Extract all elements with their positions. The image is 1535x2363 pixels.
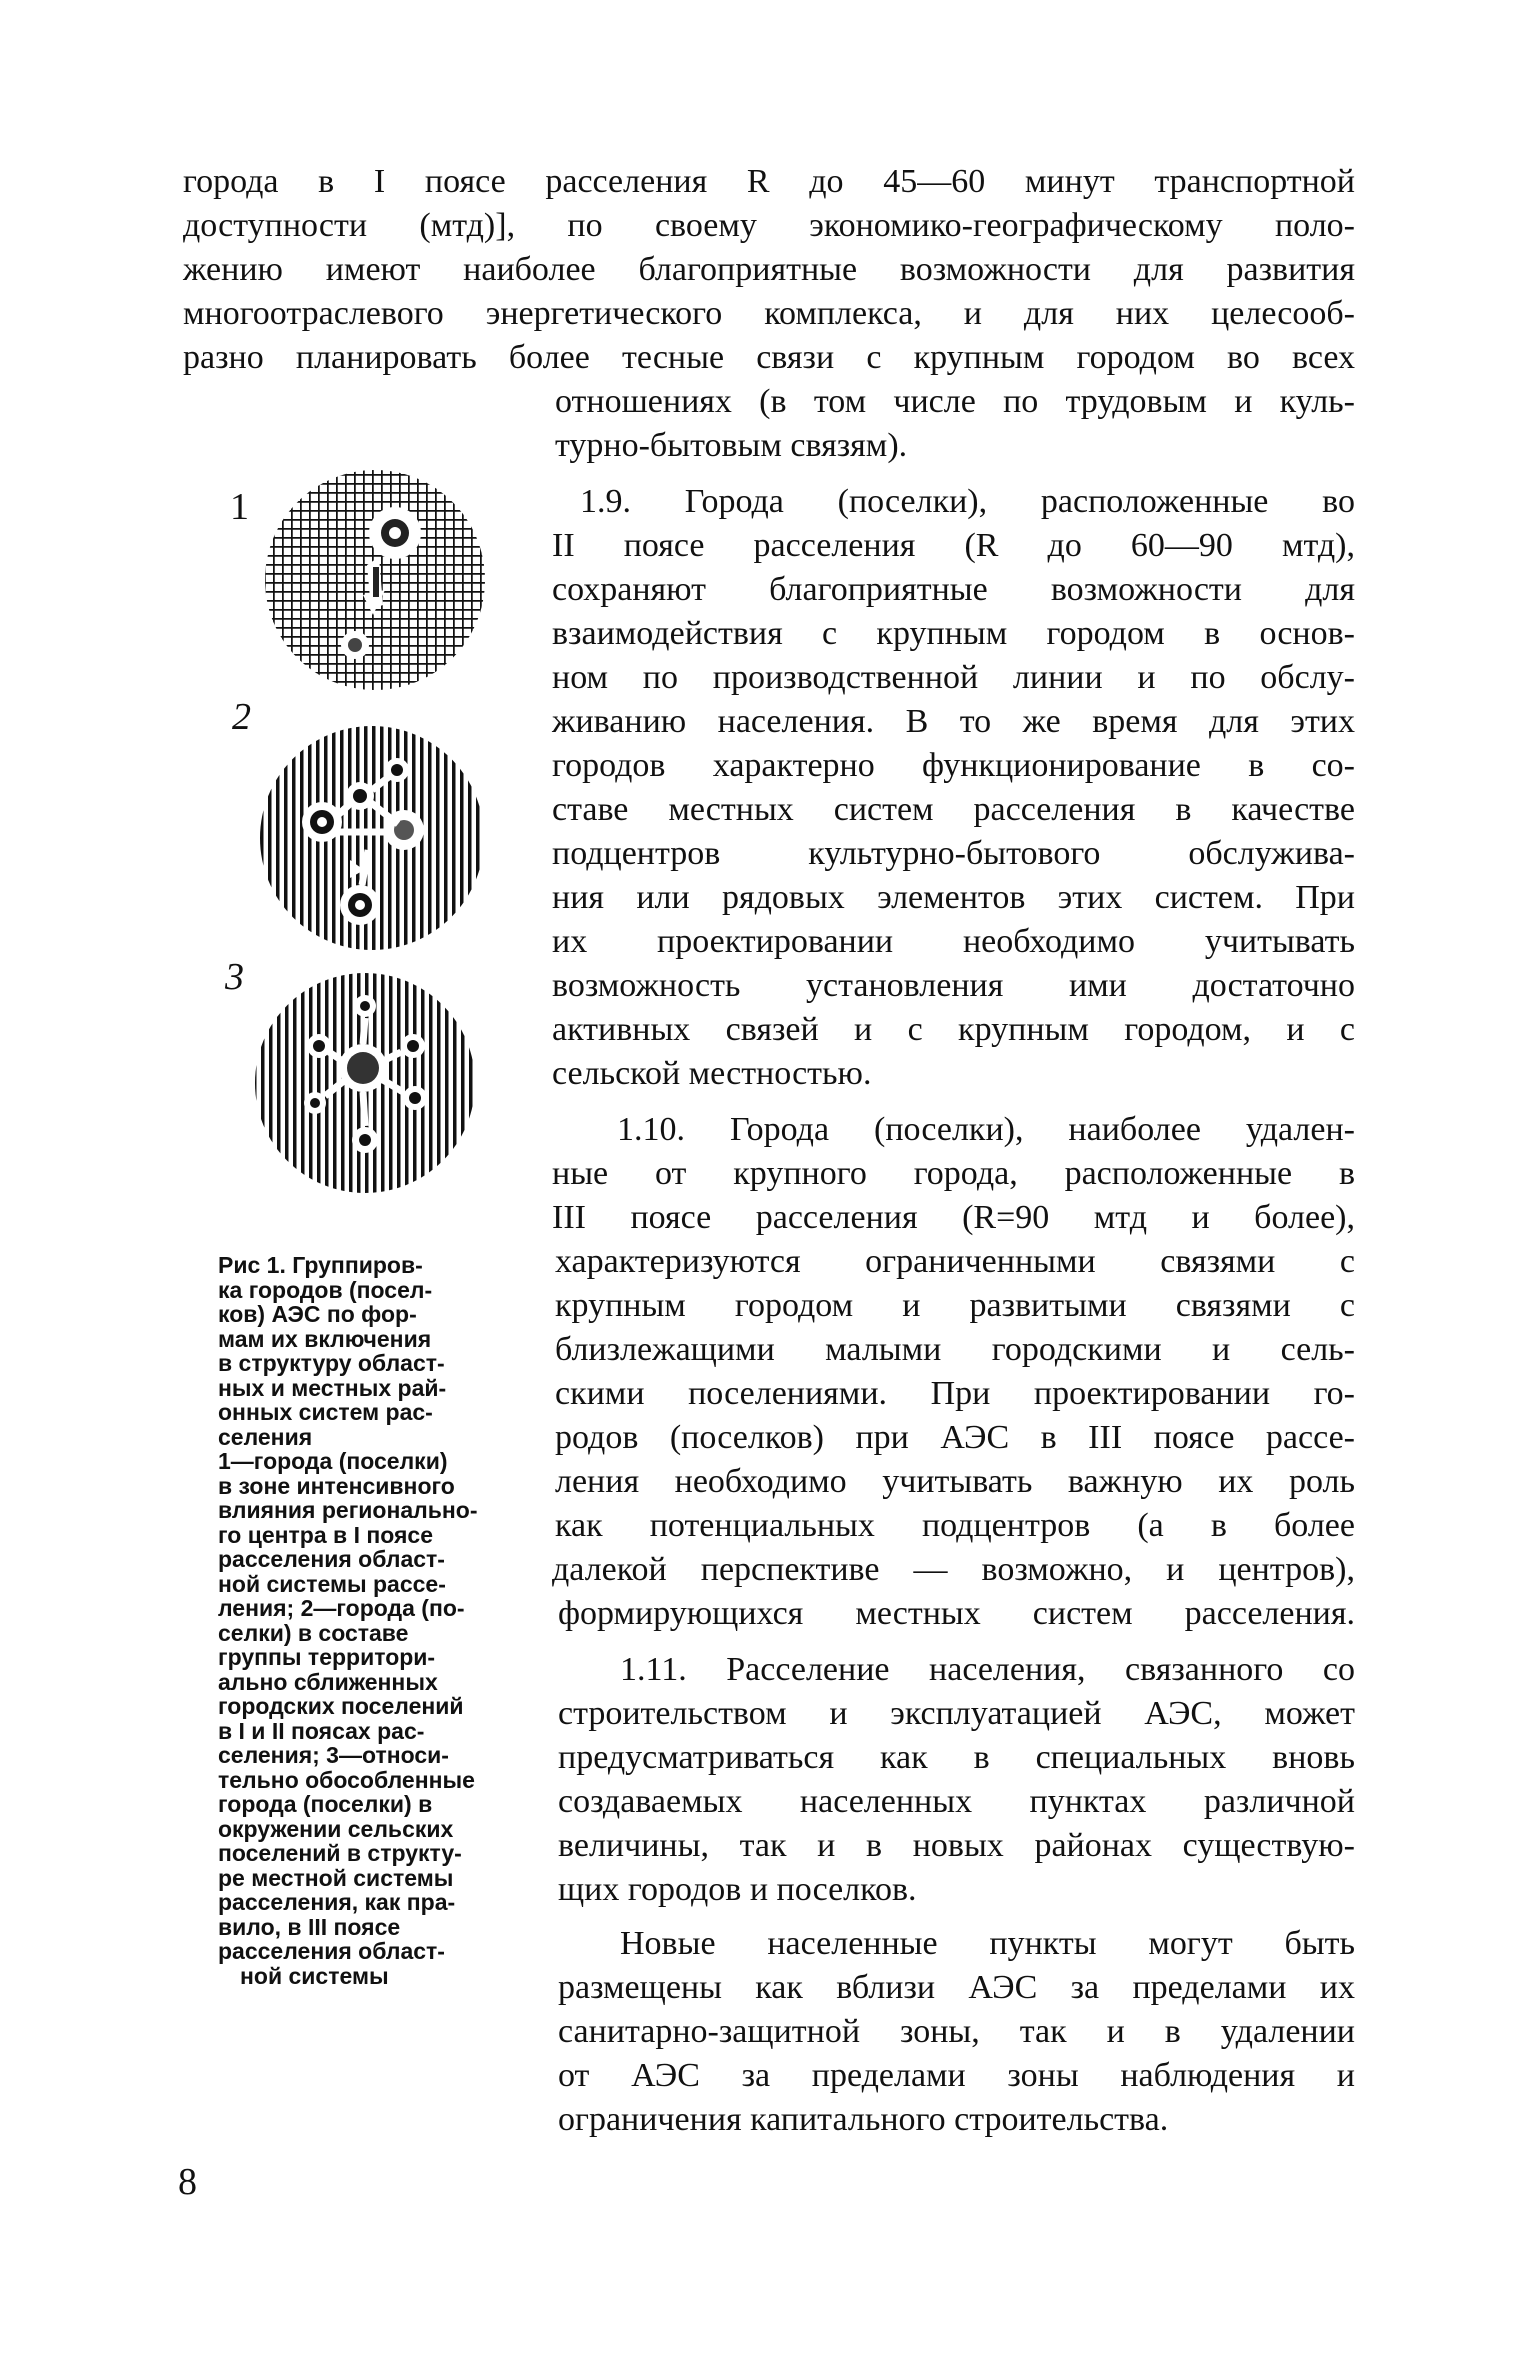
text-line: возможность установления ими достаточно bbox=[552, 967, 1355, 1004]
text-line: как потенциальных подцентров (а в более bbox=[555, 1507, 1355, 1544]
figure-number-1: 1 bbox=[230, 486, 249, 528]
section-1-11-heading-line: 1.11. Расселение населения, связанного со bbox=[620, 1651, 1355, 1688]
figure-caption-line: расселения, как пра- bbox=[218, 1889, 456, 1915]
figure-caption-title: Рис 1. Группиров- bbox=[218, 1252, 423, 1278]
section-1-10-heading-line: 1.10. Города (поселки), наиболее удален- bbox=[617, 1111, 1355, 1148]
figure-number-3: 3 bbox=[225, 956, 244, 998]
text-line: создаваемых населенных пунктах различной bbox=[558, 1783, 1355, 1820]
figure-caption-line: ре местной системы bbox=[218, 1864, 454, 1891]
text-line: многоотраслевого энергетического комплекса, и для них целесооб- bbox=[183, 295, 1355, 332]
figure-caption-line: расселения област- bbox=[218, 1546, 445, 1572]
figure-caption-line: ной системы bbox=[240, 1962, 389, 1989]
paragraph-new-settlements-line: Новые населенные пункты могут быть bbox=[620, 1925, 1355, 1962]
figure-caption-line: расселения област- bbox=[218, 1938, 445, 1964]
figure-3-diagram bbox=[245, 968, 485, 1198]
figure-caption-line: поселений в структу- bbox=[218, 1840, 462, 1866]
figure-caption-line: ных и местных рай- bbox=[218, 1374, 447, 1401]
text-line: их проектировании необходимо учитывать bbox=[552, 923, 1355, 960]
text-line: близлежащими малыми городскими и сель- bbox=[555, 1331, 1355, 1368]
figure-caption-line: городских поселений bbox=[218, 1693, 464, 1719]
text-line: характеризуются ограниченными связями с bbox=[555, 1243, 1355, 1280]
figure-caption-line: селения bbox=[218, 1423, 313, 1450]
text-line: города в I поясе расселения R до 45—60 минут транспортной bbox=[183, 163, 1355, 200]
text-line: санитарно-защитной зоны, так и в удалении bbox=[558, 2013, 1355, 2050]
figure-1-diagram bbox=[255, 465, 495, 695]
figure-caption-line: группы территори- bbox=[218, 1644, 436, 1670]
figure-number-2: 2 bbox=[232, 696, 251, 738]
text-line: городов характерно функционирование в со- bbox=[552, 747, 1355, 784]
figure-caption-line: ления; 2—города (по- bbox=[218, 1595, 465, 1621]
text-line: ставе местных систем расселения в качестве bbox=[552, 791, 1355, 828]
text-line: величины, так и в новых районах существую- bbox=[558, 1827, 1355, 1864]
figure-caption-line: тельно обособленные bbox=[218, 1766, 475, 1793]
text-line: строительством и эксплуатацией АЭС, может bbox=[558, 1695, 1355, 1732]
figure-caption-line: онных систем рас- bbox=[218, 1399, 433, 1425]
figure-caption-line: мам их включения bbox=[218, 1325, 432, 1352]
text-line: подцентров культурно-бытового обслужива- bbox=[552, 835, 1355, 872]
text-line: предусматриваться как в специальных вновь bbox=[558, 1739, 1355, 1776]
text-line: взаимодействия с крупным городом в основ- bbox=[552, 615, 1355, 652]
text-line: щих городов и поселков. bbox=[558, 1871, 917, 1908]
figure-caption-line: го центра в I поясе bbox=[218, 1521, 433, 1548]
section-1-9-heading-line: 1.9. Города (поселки), расположенные во bbox=[580, 483, 1355, 520]
figure-caption-line: в структуру област‑ bbox=[218, 1350, 445, 1376]
text-line: крупным городом и развитыми связями с bbox=[555, 1287, 1355, 1324]
figure-caption-line: окружении сельских bbox=[218, 1815, 454, 1842]
text-line: жению имеют наиболее благоприятные возможности для развития bbox=[183, 251, 1355, 288]
page-number: 8 bbox=[178, 2161, 197, 2203]
text-line: II поясе расселения (R до 60—90 мтд), bbox=[552, 527, 1355, 564]
figure-caption-line: 1—города (поселки) bbox=[218, 1448, 448, 1474]
text-line: отношениях (в том числе по трудовым и куль- bbox=[555, 383, 1355, 420]
figure-caption-line: ка городов (посел- bbox=[218, 1276, 433, 1303]
figure-caption-line: селения; 3—относи- bbox=[218, 1742, 449, 1768]
text-line: III поясе расселения (R=90 мтд и более), bbox=[552, 1199, 1355, 1236]
text-line: далекой перспективе — возможно, и центров), bbox=[552, 1551, 1355, 1588]
text-line: ном по производственной линии и по обслу- bbox=[552, 659, 1355, 696]
figure-caption-line: города (поселки) в bbox=[218, 1791, 433, 1817]
figure-caption-line: в зоне интенсивного bbox=[218, 1472, 455, 1499]
text-line: ные от крупного города, расположенные в bbox=[552, 1155, 1355, 1192]
text-line: сельской местностью. bbox=[552, 1055, 872, 1092]
text-line: живанию населения. В то же время для этих bbox=[552, 703, 1355, 740]
text-line: сохраняют благоприятные возможности для bbox=[552, 571, 1355, 608]
text-line: разно планировать более тесные связи с крупным городом во всех bbox=[183, 339, 1355, 376]
figure-caption-line: ков) АЭС по фор- bbox=[218, 1301, 417, 1327]
text-line: доступности (мтд)], по своему экономико-географическому поло- bbox=[183, 207, 1355, 244]
text-line: от АЭС за пределами зоны наблюдения и bbox=[558, 2057, 1355, 2094]
text-line: ния или рядовых элементов этих систем. При bbox=[552, 879, 1355, 916]
text-line: формирующихся местных систем расселения. bbox=[558, 1595, 1355, 1632]
text-line: ления необходимо учитывать важную их роль bbox=[555, 1463, 1355, 1500]
text-line: ограничения капитального строительства. bbox=[558, 2101, 1169, 2138]
text-line: турно-бытовым связям). bbox=[555, 427, 908, 464]
text-line: активных связей и с крупным городом, и с bbox=[552, 1011, 1355, 1048]
figure-caption-line: ально сближенных bbox=[218, 1668, 438, 1695]
figure-2-diagram bbox=[252, 720, 492, 955]
figure-caption-line: влияния регионально- bbox=[218, 1497, 478, 1523]
figure-caption-line: в I и II поясах рас- bbox=[218, 1717, 425, 1744]
figure-caption-line: селки) в составе bbox=[218, 1619, 409, 1646]
text-line: размещены как вблизи АЭС за пределами их bbox=[558, 1969, 1355, 2006]
text-line: скими поселениями. При проектировании го- bbox=[555, 1375, 1355, 1412]
text-line: родов (поселков) при АЭС в III поясе рассе- bbox=[555, 1419, 1355, 1456]
figure-caption-line: вило, в III поясе bbox=[218, 1913, 401, 1940]
figure-caption-line: ной системы рассе- bbox=[218, 1570, 446, 1597]
